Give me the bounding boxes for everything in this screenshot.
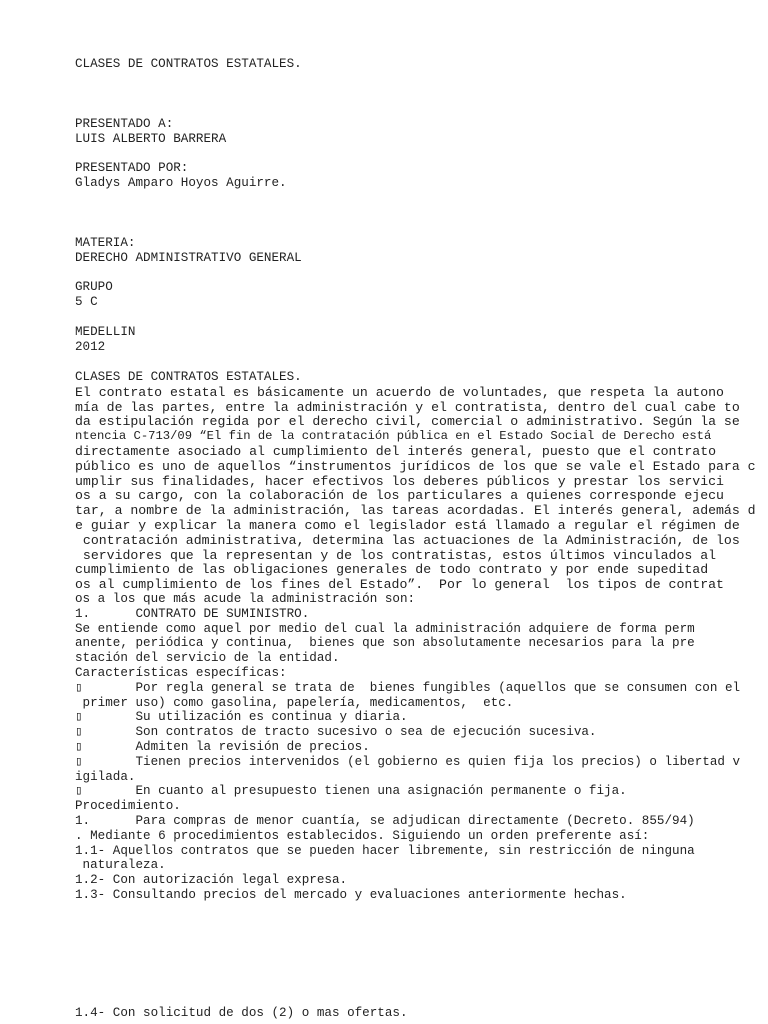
body-line: 1.3- Consultando precios del mercado y evaluaciones anteriormente hechas. — [75, 888, 627, 902]
body-line: 1. Para compras de menor cuantía, se adjudican directamente (Decreto. 855/94) — [75, 814, 695, 828]
materia-value: DERECHO ADMINISTRATIVO GENERAL — [75, 251, 302, 265]
body-line: anente, periódica y continua, bienes que son absolutamente necesarios para la pre — [75, 636, 695, 651]
body-line: Procedimiento. — [75, 799, 181, 814]
body-line: primer uso) como gasolina, papelería, medicamentos, etc. — [75, 695, 514, 710]
body-line: 1.2- Con autorización legal expresa. — [75, 873, 348, 888]
city: MEDELLIN — [75, 325, 136, 339]
body-line: 1.1- Aquellos contratos que se pueden hacer libremente, sin restricción de ninguna — [75, 843, 695, 858]
body-line: tar, a nombre de la administración, las tareas acordadas. El interés general, además d — [75, 503, 756, 519]
presentado-por-value: Gladys Amparo Hoyos Aguirre. — [75, 176, 287, 190]
body-line: umplir sus finalidades, hacer efectivos los deberes públicos y prestar los servici — [75, 473, 724, 489]
body-line: público es uno de aquellos “instrumentos jurídicos de los que se vale el Estado para c — [75, 458, 756, 474]
body-line: El contrato estatal es básicamente un acuerdo de voluntades, que respeta la autono — [75, 384, 724, 400]
body-line: ▯ Admiten la revisión de precios. — [75, 740, 370, 754]
presentado-por-label: PRESENTADO POR: — [75, 161, 189, 175]
grupo-value: 5 C — [75, 295, 98, 309]
body-line: ▯ Son contratos de tracto sucesivo o sea de ejecución sucesiva. — [75, 725, 597, 740]
body-line: os a su cargo, con la colaboración de los particulares a quienes corresponde ejecu — [75, 488, 724, 504]
year: 2012 — [75, 340, 106, 354]
body-line: da estipulación regida por el derecho civil, comercial o administrativo. Según la se — [75, 414, 740, 430]
body-line: stación del servicio de la entidad. — [75, 651, 340, 666]
body-line: . Mediante 6 procedimientos establecidos. Siguiendo un orden preferente así: — [75, 828, 650, 843]
grupo-label: GRUPO — [75, 280, 113, 294]
body-line: ▯ En cuanto al presupuesto tienen una asignación permanente o fija. — [75, 784, 627, 799]
body-line: contratación administrativa, determina las actuaciones de la Administración, de los — [75, 532, 740, 548]
footer-line: 1.4- Con solicitud de dos (2) o mas ofertas. — [75, 1006, 408, 1020]
body-line: Se entiende como aquel por medio del cual la administración adquiere de forma perm — [75, 621, 695, 636]
body-line: CLASES DE CONTRATOS ESTATALES. — [75, 370, 302, 384]
body-line: 1. CONTRATO DE SUMINISTRO. — [75, 606, 310, 621]
body-line: e guiar y explicar la manera como el legislador está llamado a regular el régimen de — [75, 518, 740, 533]
body-line: ▯ Su utilización es continua y diaria. — [75, 710, 408, 725]
body-line: naturaleza. — [75, 858, 166, 873]
document-title: CLASES DE CONTRATOS ESTATALES. — [75, 57, 302, 71]
presentado-a-value: LUIS ALBERTO BARRERA — [75, 132, 227, 146]
body-line: directamente asociado al cumplimiento del interés general, puesto que el contrato — [75, 444, 717, 459]
body-line: Características específicas: — [75, 666, 287, 680]
body-line: ▯ Por regla general se trata de bienes fungibles (aquellos que se consumen con el — [75, 680, 741, 695]
presentado-a-label: PRESENTADO A: — [75, 117, 174, 131]
body-line: ntencia C-713/09 “El fin de la contratación pública en el Estado Social de Derecho está — [75, 429, 712, 444]
materia-label: MATERIA: — [75, 236, 136, 250]
body-line: ▯ Tienen precios intervenidos (el gobierno es quien fija los precios) o libertad v — [75, 754, 741, 769]
body-line: servidores que la representan y de los contratistas, estos últimos vinculados al — [75, 547, 717, 563]
body-line: mía de las partes, entre la administración y el contratista, dentro del cual cabe to — [75, 399, 740, 415]
body-line: os a los que más acude la administración son: — [75, 592, 416, 606]
body-line: igilada. — [75, 769, 136, 784]
body-line: cumplimiento de las obligaciones generales de todo contrato y por ende supeditad — [75, 562, 709, 578]
body-line: os al cumplimiento de los fines del Estado”. Por lo general los tipos de contrat — [75, 577, 724, 593]
